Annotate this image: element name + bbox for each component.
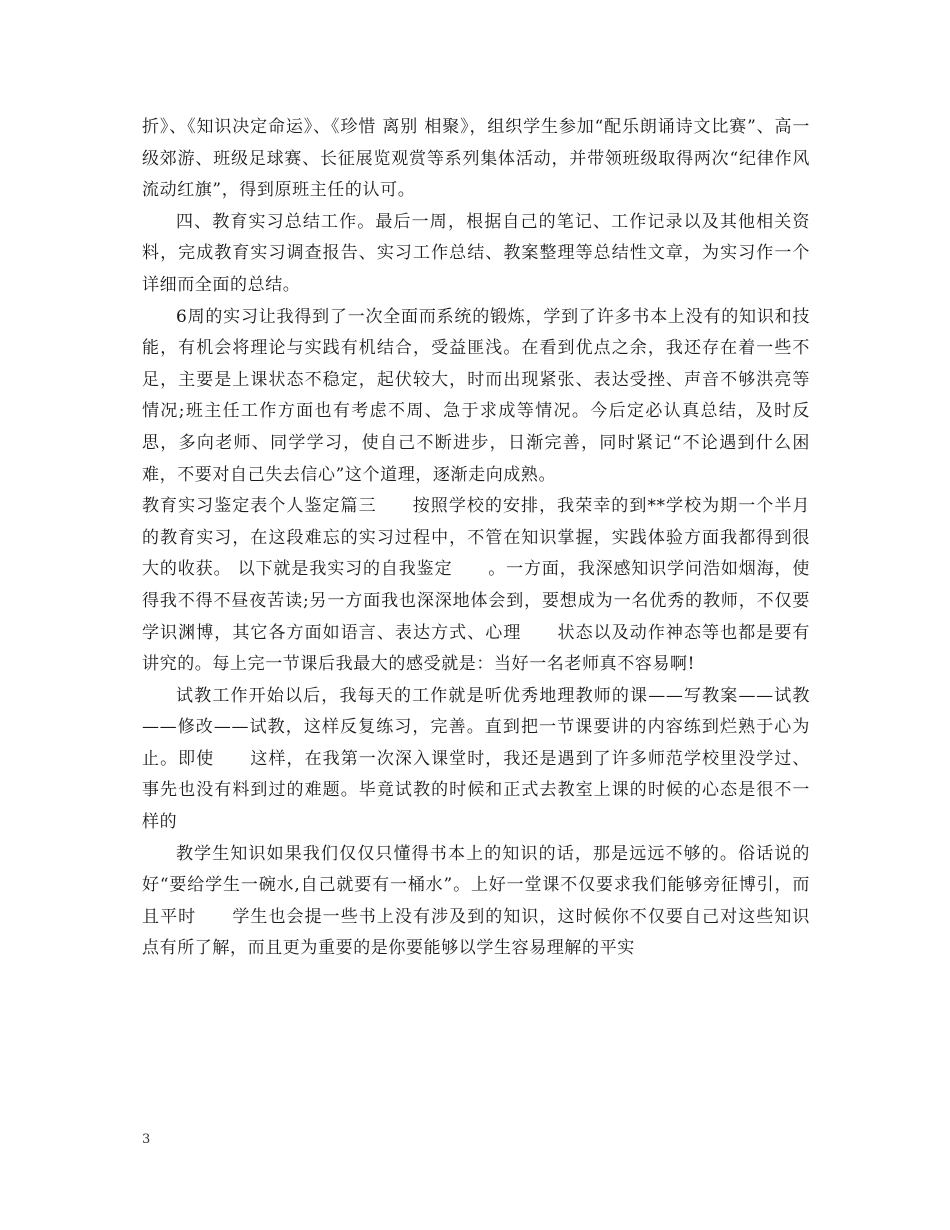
paragraph-1: 折》、《知识决定命运》、《珍惜 离别 相聚》，组织学生参加“配乐朗诵诗文比赛”、高一级郊游、班级足球赛、长征展览观赏等系列集体活动，并带领班级取得两次“纪律作风流动红旗”，得到原班主任的认可。 — [142, 117, 810, 201]
page-number: 3 — [142, 1132, 151, 1147]
paragraph-4: 教育实习鉴定表个人鉴定篇三 按照学校的安排，我荣幸的到**学校为期一个半月的教育实习，在这段难忘的实习过程中，不管在知识掌握，实践体验方面我都得到很大的收获。 以下就是我实习的自我鉴定 。一方面，我深感知识学问浩如烟海，使得我不得不昼夜苦读;另一方面我也深深地体会到，要想成为一名优秀的教师，不仅要学识渊博，其它各方面如语言、表达方式、心理 状态以及动作神态等也都是要有讲究的。每上完一节课后我最大的感受就是：当好一名老师真不容易啊! — [142, 496, 810, 675]
paragraph-2: 四、教育实习总结工作。最后一周，根据自己的笔记、工作记录以及其他相关资料，完成教育实习调查报告、实习工作总结、教案整理等总结性文章，为实习作一个详细而全面的总结。 — [142, 211, 810, 295]
paragraph-6: 教学生知识如果我们仅仅只懂得书本上的知识的话，那是远远不够的。俗话说的好“要给学生一碗水,自己就要有一桶水”。上好一堂课不仅要求我们能够旁征博引，而且平时 学生也会提一些书上没有涉及到的知识，这时候你不仅要自己对这些知识点有所了解，而且更为重要的是你要能够以学生容易理解的平实 — [142, 843, 810, 959]
paragraph-5: 试教工作开始以后，我每天的工作就是听优秀地理教师的课——写教案——试教——修改——试教，这样反复练习，完善。直到把一节课要讲的内容练到烂熟于心为止。即使 这样，在我第一次深入课堂时，我还是遇到了许多师范学校里没学过、事先也没有料到过的难题。毕竟试教的时候和正式去教室上课的时候的心态是很不一样的 — [142, 685, 810, 833]
document-body — [142, 112, 810, 965]
paragraph-3: 6周的实习让我得到了一次全面而系统的锻炼，学到了许多书本上没有的知识和技能，有机会将理论与实践有机结合，受益匪浅。在看到优点之余，我还存在着一些不足，主要是上课状态不稳定，起伏较大，时而出现紧张、表达受挫、声音不够洪亮等情况;班主任工作方面也有考虑不周、急于求成等情况。今后定必认真总结，及时反思，多向老师、同学学习，使自己不断进步，日渐完善，同时紧记“不论遇到什么困难，不要对自己失去信心”这个道理，逐渐走向成熟。 — [142, 306, 810, 485]
